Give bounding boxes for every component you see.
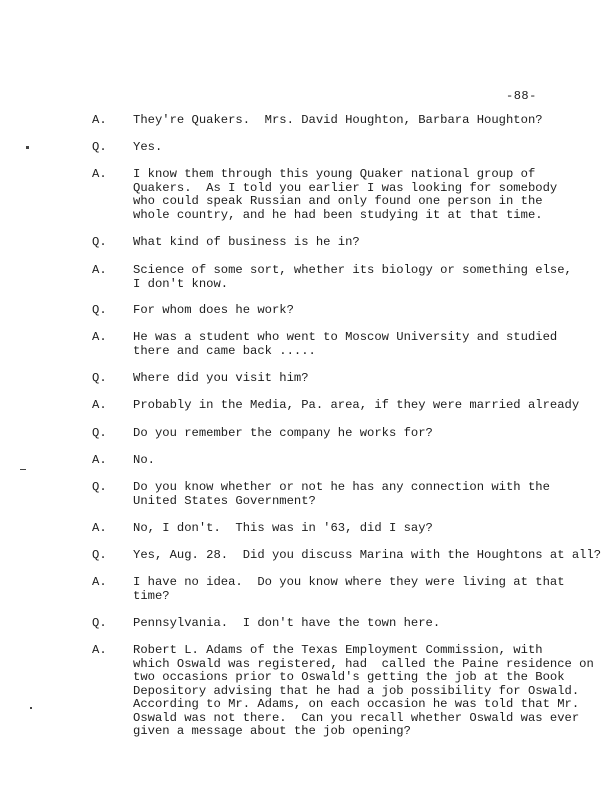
speaker-label: A.: [92, 453, 107, 467]
statement-line: No, I don't. This was in '63, did I say?: [133, 521, 433, 535]
statement-text: [133, 114, 603, 128]
statement-line: Do you remember the company he works for?: [133, 426, 433, 440]
statement-text: [133, 304, 603, 318]
statement-line: time?: [133, 588, 170, 603]
statement-line: there and came back .....: [133, 343, 316, 358]
statement-line: I don't know.: [133, 276, 229, 291]
statement-text: [133, 168, 603, 222]
page-number: -88-: [506, 89, 537, 103]
statement-text: [133, 141, 603, 155]
statement-text: [133, 331, 603, 358]
statement-line: Depository advising that he had a job possibility for Oswald.: [133, 683, 580, 698]
speaker-label: A.: [92, 113, 107, 127]
statement-line: I know them through this young Quaker national group of: [133, 167, 536, 181]
speaker-label: Q.: [92, 548, 107, 562]
speaker-label: A.: [92, 575, 107, 589]
statement-text: [133, 264, 603, 291]
speaker-label: A.: [92, 643, 107, 657]
statement-text: [133, 427, 603, 441]
speaker-label: Q.: [92, 616, 107, 630]
statement-text: [133, 617, 603, 631]
margin-mark: [26, 146, 29, 149]
statement-line: Science of some sort, whether its biology or something else,: [133, 263, 572, 277]
statement-line: Pennsylvania. I don't have the town here.: [133, 616, 441, 630]
margin-mark: [30, 707, 32, 709]
speaker-label: Q.: [92, 303, 107, 317]
speaker-label: Q.: [92, 426, 107, 440]
statement-text: [133, 236, 603, 250]
statement-line: Probably in the Media, Pa. area, if they were married already: [133, 398, 580, 412]
statement-text: [133, 399, 603, 413]
statement-line: two occasions prior to Oswald's getting the job at the Book: [133, 670, 565, 684]
statement-line: Oswald was not there. Can you recall whether Oswald was ever: [133, 710, 580, 725]
statement-line: whole country, and he had been studying it at that time.: [133, 207, 543, 222]
speaker-label: A.: [92, 167, 107, 181]
statement-text: [133, 522, 603, 536]
statement-text: [133, 576, 603, 603]
statement-text: [133, 481, 603, 508]
statement-line: Do you know whether or not he has any connection with the: [133, 480, 550, 494]
speaker-label: Q.: [92, 371, 107, 385]
speaker-label: A.: [92, 398, 107, 412]
speaker-label: Q.: [92, 480, 107, 494]
statement-line: Robert L. Adams of the Texas Employment Commission, with: [133, 643, 543, 657]
statement-line: I have no idea. Do you know where they were living at that: [133, 575, 565, 589]
statement-line: What kind of business is he in?: [133, 235, 360, 249]
statement-line: He was a student who went to Moscow University and studied: [133, 330, 558, 344]
statement-text: [133, 644, 603, 739]
statement-line: According to Mr. Adams, on each occasion he was told that Mr.: [133, 697, 580, 711]
statement-line: Where did you visit him?: [133, 371, 309, 385]
statement-line: Quakers. As I told you earlier I was looking for somebody: [133, 180, 558, 195]
statement-line: Yes, Aug. 28. Did you discuss Marina with the Houghtons at all?: [133, 548, 602, 562]
statement-line: United States Government?: [133, 493, 316, 508]
statement-line: given a message about the job opening?: [133, 724, 411, 738]
speaker-label: Q.: [92, 235, 107, 249]
statement-line: No.: [133, 453, 155, 467]
statement-line: For whom does he work?: [133, 303, 294, 317]
speaker-label: A.: [92, 330, 107, 344]
statement-line: which Oswald was registered, had called the Paine residence on: [133, 656, 594, 671]
margin-mark: [20, 469, 26, 470]
statement-line: They're Quakers. Mrs. David Houghton, Barbara Houghton?: [133, 113, 543, 127]
statement-text: [133, 372, 603, 386]
statement-line: who could speak Russian and only found one person in the: [133, 194, 543, 208]
statement-text: [133, 454, 603, 468]
speaker-label: Q.: [92, 140, 107, 154]
statement-text: [133, 549, 603, 563]
speaker-label: A.: [92, 263, 107, 277]
statement-line: Yes.: [133, 140, 163, 154]
speaker-label: A.: [92, 521, 107, 535]
